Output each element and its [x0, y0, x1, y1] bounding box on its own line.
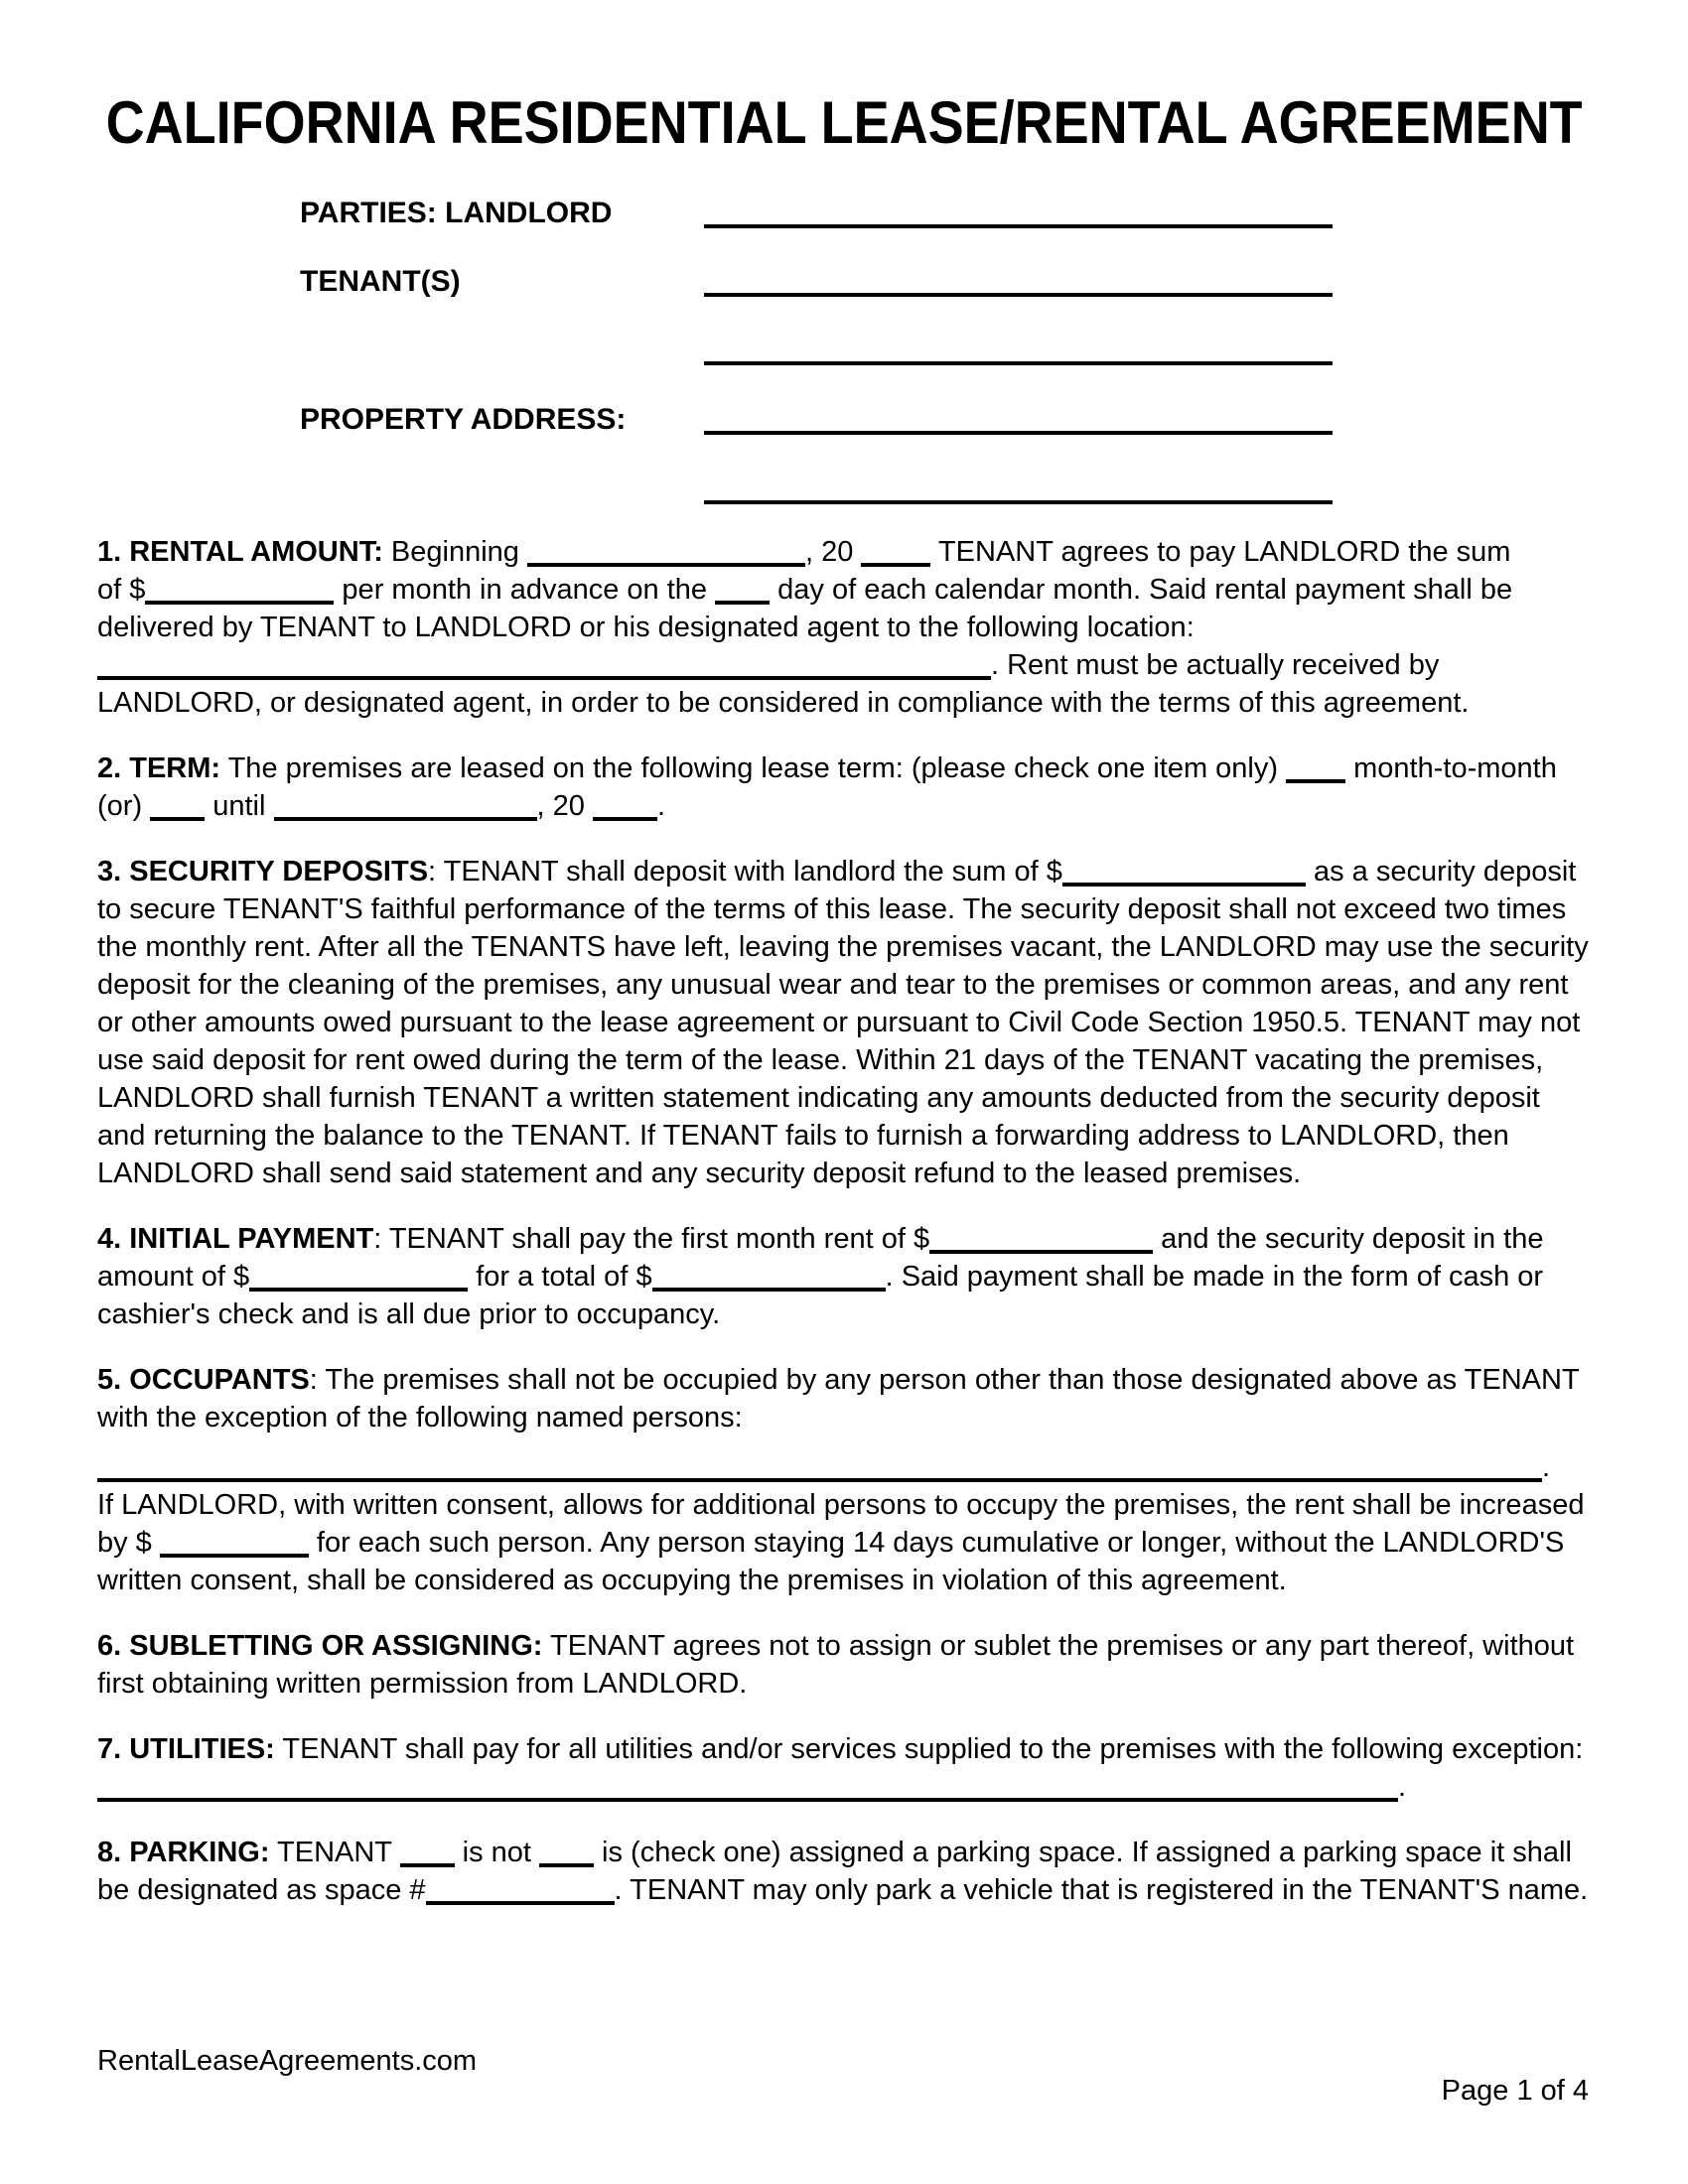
- property-address-field[interactable]: [704, 431, 1333, 435]
- text-run: .: [1542, 1451, 1551, 1483]
- text-run: . Said payment shall be made in the form of cash or cashier's check and is all due prior to occupancy.: [97, 1261, 1544, 1330]
- text-run: for a total of: [468, 1261, 636, 1293]
- blank-line[interactable]: [593, 797, 657, 821]
- text-run: . TENANT may only park a vehicle that is registered in the TENANT'S name.: [614, 1874, 1589, 1906]
- blank-line[interactable]: [160, 1534, 309, 1558]
- page-title: [0, 91, 1688, 155]
- initial-security-deposit-field[interactable]: [233, 1261, 468, 1293]
- text-run: day of each calendar month. Said rental payment shall be delivered by TENANT to LANDLORD or his designated agent to the following location:: [97, 574, 1513, 643]
- blank-prefix: $: [1046, 856, 1062, 887]
- text-run: is not: [454, 1837, 539, 1868]
- section-8-parking: [97, 1834, 1592, 1909]
- section-heading-text: 8. PARKING:: [97, 1837, 270, 1868]
- text-run: , 20: [536, 790, 593, 822]
- section-heading-text: 1. RENTAL AMOUNT:: [97, 536, 383, 568]
- blank-line[interactable]: [861, 543, 930, 567]
- paragraph: [97, 533, 1592, 722]
- section-heading-text: 2. TERM:: [97, 752, 221, 784]
- paragraph: [97, 1834, 1592, 1909]
- text-run: Beginning: [382, 536, 527, 568]
- text-run: TENANT: [269, 1837, 400, 1868]
- text-run: TENANT agrees not to assign or sublet the premises or any part thereof, without first obtaining written permission from LANDLORD.: [97, 1630, 1575, 1700]
- blank-line[interactable]: [150, 797, 205, 821]
- property-address-label: PROPERTY ADDRESS:: [300, 403, 627, 436]
- blank-line[interactable]: [400, 1843, 455, 1867]
- blank-prefix: of $: [97, 574, 146, 606]
- text-run: : TENANT shall pay the first month rent of: [373, 1223, 914, 1255]
- blank-line[interactable]: [652, 1268, 886, 1292]
- blank-prefix: $: [913, 1223, 930, 1255]
- tenant-names-field[interactable]: [704, 293, 1333, 297]
- section-heading-text: 6. SUBLETTING OR ASSIGNING:: [97, 1630, 543, 1662]
- text-run: , 20: [804, 536, 862, 568]
- section-6-subletting: [97, 1627, 1592, 1703]
- text-run: : TENANT shall deposit with landlord the sum of: [428, 856, 1047, 887]
- blank-line[interactable]: [97, 1458, 1542, 1482]
- footer-page-number: Page 1 of 4: [1441, 2075, 1589, 2107]
- text-run: .: [656, 790, 665, 822]
- paragraph: [97, 750, 1592, 825]
- section-heading-text: 4. INITIAL PAYMENT: [97, 1223, 374, 1255]
- footer-website: RentalLeaseAgreements.com: [97, 2045, 478, 2077]
- section-4-initial-payment: [97, 1220, 1592, 1333]
- parking-assigned-blank[interactable]: [539, 1837, 594, 1868]
- tenant-names-field-2[interactable]: [704, 361, 1333, 365]
- text-run: If LANDLORD, with written consent, allows for additional persons to occupy the premises, the rent shall be increased by $: [97, 1489, 1585, 1559]
- text-run: per month in advance on the: [334, 574, 716, 606]
- text-run: The premises are leased on the following lease term: (please check one item only): [220, 752, 1287, 784]
- section-heading-text: 5. OCCUPANTS: [97, 1364, 310, 1396]
- occupants-blank-line-row: [97, 1448, 1592, 1486]
- fixed-term-option-blank[interactable]: [150, 790, 205, 822]
- section-heading-text: 7. UTILITIES:: [97, 1733, 275, 1765]
- blank-line[interactable]: [527, 543, 805, 567]
- lease-start-date-field[interactable]: [527, 536, 805, 568]
- text-run: until: [205, 790, 274, 822]
- section-heading-text: 3. SECURITY DEPOSITS: [97, 856, 429, 887]
- lease-end-year-field[interactable]: [593, 790, 657, 822]
- blank-prefix: $: [635, 1261, 652, 1293]
- security-deposit-amount-field[interactable]: [1047, 856, 1306, 887]
- paragraph: [97, 1220, 1592, 1333]
- text-run: . Rent must be actually received by LANDLORD, or designated agent, in order to be considered in compliance with the terms of this agreement.: [97, 649, 1470, 719]
- utilities-exception-field[interactable]: [97, 1771, 1398, 1803]
- blank-line[interactable]: [539, 1843, 594, 1867]
- tenants-label: TENANT(S): [300, 265, 461, 298]
- blank-prefix: #: [409, 1874, 426, 1906]
- blank-line[interactable]: [426, 1881, 615, 1905]
- text-run: TENANT shall pay for all utilities and/or services supplied to the premises with the following exception:: [274, 1733, 1584, 1765]
- blank-line[interactable]: [145, 581, 334, 605]
- section-7-utilities: [97, 1730, 1592, 1806]
- text-run: TENANT agrees to pay LANDLORD the sum: [930, 536, 1511, 568]
- rent-increase-per-person-field[interactable]: [160, 1527, 309, 1559]
- text-run: as a security deposit to secure TENANT'S faithful performance of the terms of this lease. The security deposit shall not exceed two times the monthly rent. After all the TENANTS have left, leaving the premises vacant, the LANDLORD may use the security deposit for the cleaning of the premises, any unusual wear and tear to the premises or common areas, and any rent or other amounts owed pursuant to the lease agreement or pursuant to Civil Code Section 1950.5. TENANT may not use said deposit for rent owed during the term of the lease. Within 21 days of the TENANT vacating the premises, LANDLORD shall furnish TENANT a written statement indicating any amounts deducted from the security deposit and returning the balance to the TENANT. If TENANT fails to furnish a forwarding address to LANDLORD, then LANDLORD shall send said statement and any security deposit refund to the leased premises.: [97, 856, 1589, 1189]
- month-to-month-option-blank[interactable]: [1286, 752, 1345, 784]
- payment-location-field[interactable]: [97, 649, 991, 681]
- text-run: .: [1398, 1771, 1407, 1803]
- blank-line[interactable]: [1286, 759, 1345, 783]
- paragraph: [97, 1730, 1592, 1806]
- blank-line[interactable]: [1062, 863, 1306, 887]
- parties-landlord-label: PARTIES: LANDLORD: [300, 197, 613, 229]
- paragraph: [97, 1627, 1592, 1703]
- property-address-field-2[interactable]: [704, 500, 1333, 504]
- text-run: : The premises shall not be occupied by any person other than those designated above as TENANT with the exception of the following named persons:: [97, 1364, 1580, 1433]
- additional-occupants-field[interactable]: [97, 1451, 1542, 1483]
- text-run: and the security deposit in the amount of: [97, 1223, 1544, 1293]
- rent-due-day-field[interactable]: [715, 574, 770, 606]
- first-month-rent-field[interactable]: [914, 1223, 1153, 1255]
- blank-line[interactable]: [97, 1778, 1398, 1802]
- monthly-rent-amount-field[interactable]: [97, 574, 334, 606]
- parking-not-assigned-blank[interactable]: [400, 1837, 455, 1868]
- paragraph: [97, 1486, 1592, 1599]
- paragraph: [97, 1361, 1592, 1436]
- paragraph: [97, 853, 1592, 1192]
- page-title-text: CALIFORNIA RESIDENTIAL LEASE/RENTAL AGREEMENT: [105, 89, 1583, 156]
- blank-line[interactable]: [97, 656, 991, 680]
- blank-line[interactable]: [274, 797, 537, 821]
- section-3-security-deposits: [97, 853, 1592, 1192]
- blank-line[interactable]: [929, 1230, 1153, 1254]
- text-run: for each such person. Any person staying 14 days cumulative or longer, without the LANDLORD'S written consent, shall be considered as occupying the premises in violation of this agreement.: [97, 1527, 1565, 1596]
- landlord-name-field[interactable]: [704, 224, 1333, 228]
- total-initial-payment-field[interactable]: [635, 1261, 885, 1293]
- lease-end-date-field[interactable]: [274, 790, 537, 822]
- lease-start-year-field[interactable]: [861, 536, 930, 568]
- blank-prefix: $: [233, 1261, 250, 1293]
- parking-space-number-field[interactable]: [409, 1874, 614, 1906]
- blank-line[interactable]: [715, 581, 770, 605]
- section-2-term: [97, 750, 1592, 825]
- text-run: is (check one) assigned a parking space. If assigned a parking space it shall be designated as space: [97, 1837, 1572, 1906]
- text-run: month-to-month (or): [97, 752, 1557, 822]
- section-5-occupants: [97, 1361, 1592, 1599]
- blank-line[interactable]: [249, 1268, 468, 1292]
- section-1-rental-amount: [97, 533, 1592, 722]
